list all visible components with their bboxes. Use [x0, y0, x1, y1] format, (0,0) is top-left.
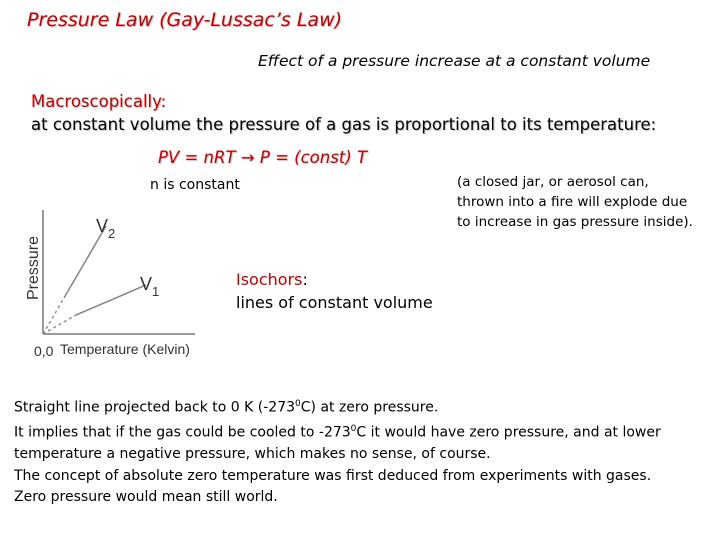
v2-line: [64, 226, 106, 298]
isochors-definition: lines of constant volume: [236, 293, 433, 312]
v1-label-main: V: [140, 274, 153, 294]
isochors-colon: :: [302, 270, 308, 289]
macroscopic-statement: at constant volume the pressure of a gas is proportional to its temperature:: [31, 115, 657, 134]
v1-label: [140, 274, 159, 299]
isochors-term: Isochors: [236, 270, 303, 289]
degree-superscript: 0: [295, 399, 301, 409]
explanation-line-1-b: C) at zero pressure.: [300, 399, 439, 416]
explanation-line-3: temperature a negative pressure, which makes no sense, of course.: [14, 446, 491, 463]
n-constant-note: n is constant: [150, 177, 240, 193]
subtitle: Effect of a pressure increase at a constant volume: [258, 52, 651, 70]
degree-superscript: 0: [350, 424, 357, 435]
v1-extrapolation: [43, 315, 76, 334]
equation: PV = nRT → P = (const) T: [158, 148, 368, 167]
note-line: to increase in gas pressure inside).: [457, 214, 693, 230]
v1-line: [76, 285, 146, 315]
y-axis-label: Pressure: [25, 235, 42, 300]
explanation-paragraph: [14, 394, 704, 509]
explanation-line-1-a: Straight line projected back to 0 K (-273: [14, 399, 296, 416]
explanation-line-2: [14, 419, 704, 444]
explanation-line-5: Zero pressure would mean still world.: [14, 489, 278, 506]
page-title: Pressure Law (Gay-Lussac’s Law): [27, 9, 343, 31]
explanation-line-4: The concept of absolute zero temperature was first deduced from experiments with gases.: [14, 467, 652, 484]
note-line: thrown into a fire will explode due: [457, 194, 688, 210]
explanation-line-2-a: It implies that if the gas could be cooled to -273: [14, 424, 351, 441]
isochors-label: [236, 270, 308, 289]
macroscopic-label: Macroscopically:: [31, 92, 167, 111]
note-line: (a closed jar, or aerosol can,: [457, 174, 649, 190]
v2-extrapolation: [43, 298, 64, 334]
explanation-line-1: [14, 394, 704, 419]
v2-label-main: V: [96, 216, 109, 236]
x-axis-label: Temperature (Kelvin): [60, 341, 190, 357]
v1-label-sub: 1: [152, 284, 160, 299]
explanation-line-2-b: C it would have zero pressure, and at lower: [356, 424, 661, 441]
v2-label-sub: 2: [108, 226, 116, 241]
origin-label: 0,0: [34, 343, 54, 359]
